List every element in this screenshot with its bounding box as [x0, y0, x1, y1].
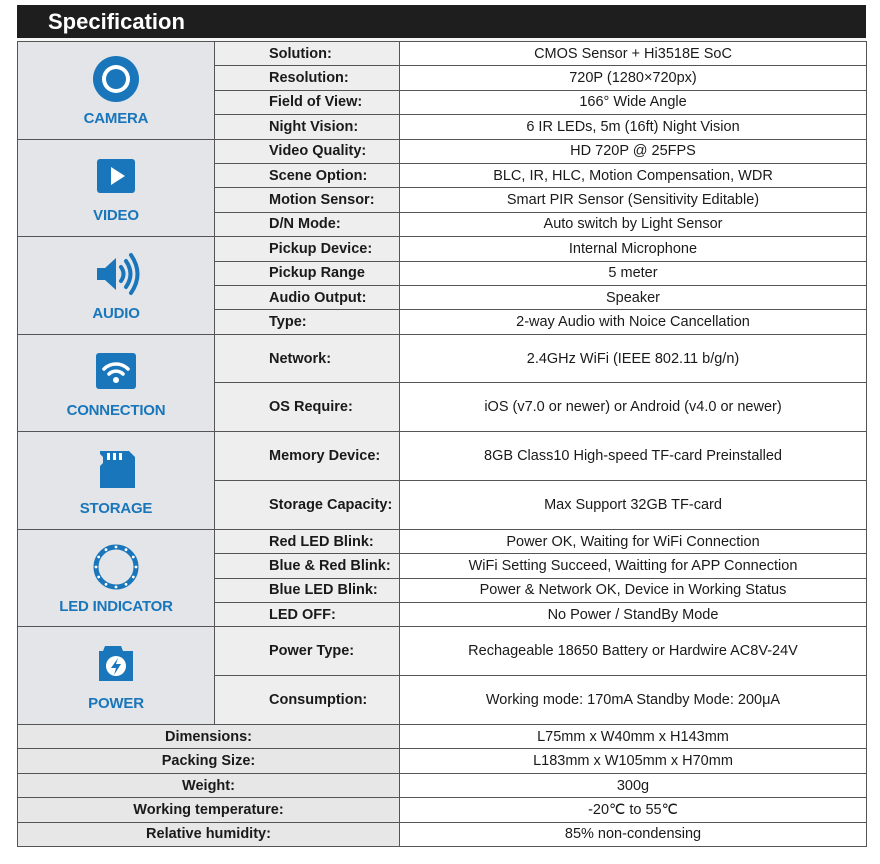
- category-cell: [18, 42, 215, 140]
- category-cell: [18, 627, 215, 725]
- spec-label: Motion Sensor:: [215, 188, 400, 212]
- camera-icon: [91, 54, 141, 104]
- general-label: Dimensions:: [18, 725, 400, 749]
- spec-value: 2.4GHz WiFi (IEEE 802.11 b/g/n): [400, 334, 867, 383]
- spec-label: Solution:: [215, 42, 400, 66]
- spec-value: Auto switch by Light Sensor: [400, 212, 867, 236]
- specification-sheet: [17, 5, 866, 847]
- spec-label: Memory Device:: [215, 432, 400, 481]
- spec-value: iOS (v7.0 or newer) or Android (v4.0 or newer): [400, 383, 867, 432]
- spec-row: [18, 432, 867, 481]
- spec-value: Speaker: [400, 285, 867, 309]
- category-name: CAMERA: [83, 109, 149, 127]
- category-name: POWER: [88, 695, 144, 713]
- spec-value: 8GB Class10 High-speed TF-card Preinstalled: [400, 432, 867, 481]
- battery-charging-icon: [91, 639, 141, 689]
- led-ring-icon: [91, 542, 141, 592]
- spec-label: Pickup Range: [215, 261, 400, 285]
- spec-label: Blue LED Blink:: [215, 578, 400, 602]
- category-cell: [18, 432, 215, 530]
- spec-row: [18, 529, 867, 553]
- general-value: L183mm x W105mm x H70mm: [400, 749, 867, 773]
- general-value: L75mm x W40mm x H143mm: [400, 725, 867, 749]
- spec-label: Type:: [215, 310, 400, 334]
- general-label: Relative humidity:: [18, 822, 400, 846]
- spec-label: Pickup Device:: [215, 237, 400, 261]
- spec-value: 2-way Audio with Noice Cancellation: [400, 310, 867, 334]
- spec-row: [18, 773, 867, 797]
- category-cell: [18, 334, 215, 432]
- general-value: 300g: [400, 773, 867, 797]
- spec-row: [18, 42, 867, 66]
- spec-value: Rechageable 18650 Battery or Hardwire AC8V-24V: [400, 627, 867, 676]
- spec-row: [18, 627, 867, 676]
- spec-row: [18, 798, 867, 822]
- spec-label: Video Quality:: [215, 139, 400, 163]
- spec-value: Power OK, Waiting for WiFi Connection: [400, 529, 867, 553]
- wifi-icon: [91, 346, 141, 396]
- spec-value: No Power / StandBy Mode: [400, 603, 867, 627]
- spec-label: Network:: [215, 334, 400, 383]
- spec-value: 5 meter: [400, 261, 867, 285]
- spec-table: [17, 41, 867, 847]
- spec-label: Audio Output:: [215, 285, 400, 309]
- spec-value: Internal Microphone: [400, 237, 867, 261]
- spec-value: Max Support 32GB TF-card: [400, 481, 867, 530]
- category-name: AUDIO: [92, 304, 140, 322]
- spec-value: 720P (1280×720px): [400, 66, 867, 90]
- speaker-icon: [91, 249, 141, 299]
- video-play-icon: [91, 151, 141, 201]
- spec-value: 6 IR LEDs, 5m (16ft) Night Vision: [400, 115, 867, 139]
- spec-label: Resolution:: [215, 66, 400, 90]
- spec-value: Power & Network OK, Device in Working Status: [400, 578, 867, 602]
- spec-value: HD 720P @ 25FPS: [400, 139, 867, 163]
- spec-row: [18, 334, 867, 383]
- spec-label: Blue & Red Blink:: [215, 554, 400, 578]
- spec-row: [18, 237, 867, 261]
- spec-label: D/N Mode:: [215, 212, 400, 236]
- category-cell: [18, 529, 215, 627]
- spec-label: Power Type:: [215, 627, 400, 676]
- general-value: 85% non-condensing: [400, 822, 867, 846]
- spec-row: [18, 725, 867, 749]
- category-name: VIDEO: [93, 207, 139, 225]
- category-name: STORAGE: [79, 500, 153, 518]
- spec-label: Consumption:: [215, 676, 400, 725]
- general-label: Packing Size:: [18, 749, 400, 773]
- spec-row: [18, 822, 867, 846]
- spec-row: [18, 749, 867, 773]
- spec-value: Smart PIR Sensor (Sensitivity Editable): [400, 188, 867, 212]
- spec-value: Working mode: 170mA Standby Mode: 200μA: [400, 676, 867, 725]
- category-name: LED INDICATOR: [59, 597, 173, 615]
- spec-label: Red LED Blink:: [215, 529, 400, 553]
- general-value: -20℃ to 55℃: [400, 798, 867, 822]
- spec-value: 166° Wide Angle: [400, 90, 867, 114]
- spec-value: CMOS Sensor + Hi3518E SoC: [400, 42, 867, 66]
- spec-label: OS Require:: [215, 383, 400, 432]
- spec-value: BLC, IR, HLC, Motion Compensation, WDR: [400, 163, 867, 187]
- page-title: Specification: [17, 5, 866, 41]
- spec-label: Storage Capacity:: [215, 481, 400, 530]
- spec-label: Field of View:: [215, 90, 400, 114]
- category-cell: [18, 139, 215, 237]
- spec-label: LED OFF:: [215, 603, 400, 627]
- spec-value: WiFi Setting Succeed, Waitting for APP Connection: [400, 554, 867, 578]
- general-label: Working temperature:: [18, 798, 400, 822]
- sd-card-icon: [91, 444, 141, 494]
- category-cell: [18, 237, 215, 335]
- general-label: Weight:: [18, 773, 400, 797]
- spec-label: Scene Option:: [215, 163, 400, 187]
- category-name: CONNECTION: [66, 402, 166, 420]
- spec-row: [18, 139, 867, 163]
- spec-label: Night Vision:: [215, 115, 400, 139]
